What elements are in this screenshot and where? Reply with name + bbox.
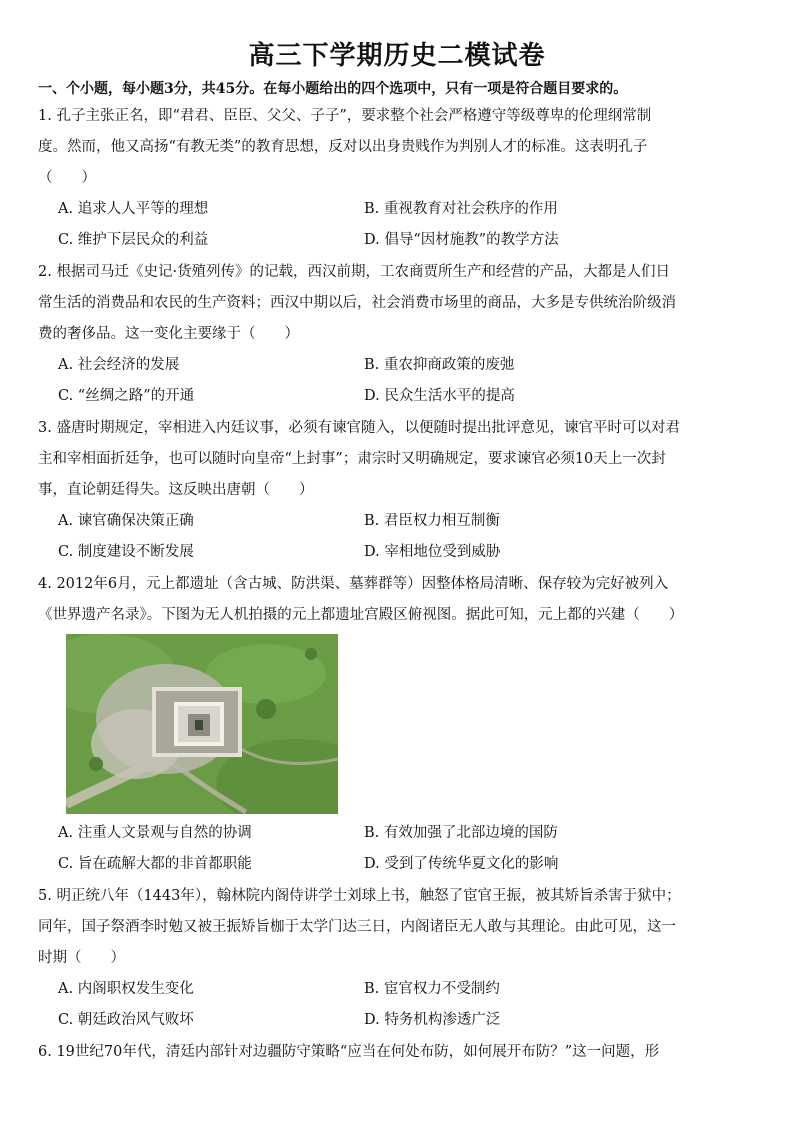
question-6 [38, 1037, 754, 1068]
question-1-option-a[interactable]: A. 追求人人平等的理想 [58, 201, 209, 217]
palace-ruins-aerial-image [66, 634, 338, 814]
question-3-line-2: 主和宰相面折廷争，也可以随时向皇帝“上封事”；肃宗时又明确规定，要求谏官必须10天上一次封 [38, 451, 666, 467]
section-heading: 一、个小题，每小题3分，共45分。在每小题给出的四个选项中，只有一项是符合题目要求的。 [38, 81, 628, 97]
question-1-line-2: 度。然而，他又高扬“有教无类”的教育思想，反对以出身贵贱作为判别人才的标准。这表明孔子 [38, 139, 648, 155]
question-3-option-a[interactable]: A. 谏官确保决策正确 [58, 513, 194, 529]
question-4-option-b[interactable]: B. 有效加强了北部边境的国防 [364, 825, 558, 841]
question-3-option-d[interactable]: D. 宰相地位受到威胁 [364, 544, 501, 560]
question-1-line-3: （ ） [38, 170, 96, 186]
question-5 [38, 881, 754, 974]
question-3-line-1: 3. 盛唐时期规定，宰相进入内廷议事，必须有谏官随入，以便随时提出批评意见，谏官平时可以对君 [38, 420, 680, 436]
question-4-option-c[interactable]: C. 旨在疏解大都的非首都职能 [58, 856, 252, 872]
question-4-line-2: 《世界遗产名录》。下图为无人机拍摄的元上都遗址宫殿区俯视图。据此可知，元上都的兴建（ ） [38, 607, 684, 623]
question-2-line-2: 常生活的消费品和农民的生产资料；西汉中期以后，社会消费市场里的商品，大多是专供统治阶级消 [38, 295, 676, 311]
question-1 [38, 101, 754, 194]
question-3-option-c[interactable]: C. 制度建设不断发展 [58, 544, 194, 560]
question-5-option-d[interactable]: D. 特务机构渗透广泛 [364, 1012, 501, 1028]
aerial-site-photo [66, 634, 338, 814]
exam-title: 高三下学期历史二模试卷 [248, 41, 546, 71]
question-5-option-a[interactable]: A. 内阁职权发生变化 [58, 981, 194, 997]
question-1-option-b[interactable]: B. 重视教育对社会秩序的作用 [364, 201, 558, 217]
question-5-line-2: 同年，国子祭酒李时勉又被王振矫旨枷于太学门达三日，内阁诸臣无人敢与其理论。由此可见，这一 [38, 919, 676, 935]
question-2-option-c[interactable]: C. “丝绸之路”的开通 [58, 388, 195, 404]
question-6-line-1: 6. 19世纪70年代，清廷内部针对边疆防守策略“应当在何处布防，如何展开布防？”这一问题，形 [38, 1044, 660, 1060]
question-1-line-1: 1. 孔子主张正名，即“君君、臣臣、父父、子子”，要求整个社会严格遵守等级尊卑的伦理纲常制 [38, 108, 652, 124]
question-2-option-d[interactable]: D. 民众生活水平的提高 [364, 388, 515, 404]
question-1-option-c[interactable]: C. 维护下层民众的利益 [58, 232, 209, 248]
question-4 [38, 569, 754, 631]
question-4-option-a[interactable]: A. 注重人文景观与自然的协调 [58, 825, 252, 841]
question-5-line-1: 5. 明正统八年（1443年），翰林院内阁侍讲学士刘球上书，触怒了宦官王振，被其矫旨杀害于狱中； [38, 888, 681, 904]
question-3 [38, 413, 754, 506]
question-2-option-b[interactable]: B. 重农抑商政策的废弛 [364, 357, 515, 373]
question-3-option-b[interactable]: B. 君臣权力相互制衡 [364, 513, 500, 529]
question-5-option-c[interactable]: C. 朝廷政治风气败坏 [58, 1012, 194, 1028]
question-2 [38, 257, 754, 350]
question-4-line-1: 4. 2012年6月，元上都遗址（含古城、防洪渠、墓葬群等）因整体格局清晰、保存较为完好被列入 [38, 576, 669, 592]
question-3-line-3: 事，直论朝廷得失。这反映出唐朝（ ） [38, 482, 314, 498]
question-2-line-3: 费的奢侈品。这一变化主要缘于（ ） [38, 326, 299, 342]
question-4-option-d[interactable]: D. 受到了传统华夏文化的影响 [364, 856, 559, 872]
question-5-option-b[interactable]: B. 宦官权力不受制约 [364, 981, 500, 997]
question-1-option-d[interactable]: D. 倡导“因材施教”的教学方法 [364, 232, 559, 248]
question-2-option-a[interactable]: A. 社会经济的发展 [58, 357, 180, 373]
question-5-line-3: 时期（ ） [38, 950, 125, 966]
question-2-line-1: 2. 根据司马迁《史记·货殖列传》的记载，西汉前期，工农商贾所生产和经营的产品，大都是人们日 [38, 264, 671, 280]
